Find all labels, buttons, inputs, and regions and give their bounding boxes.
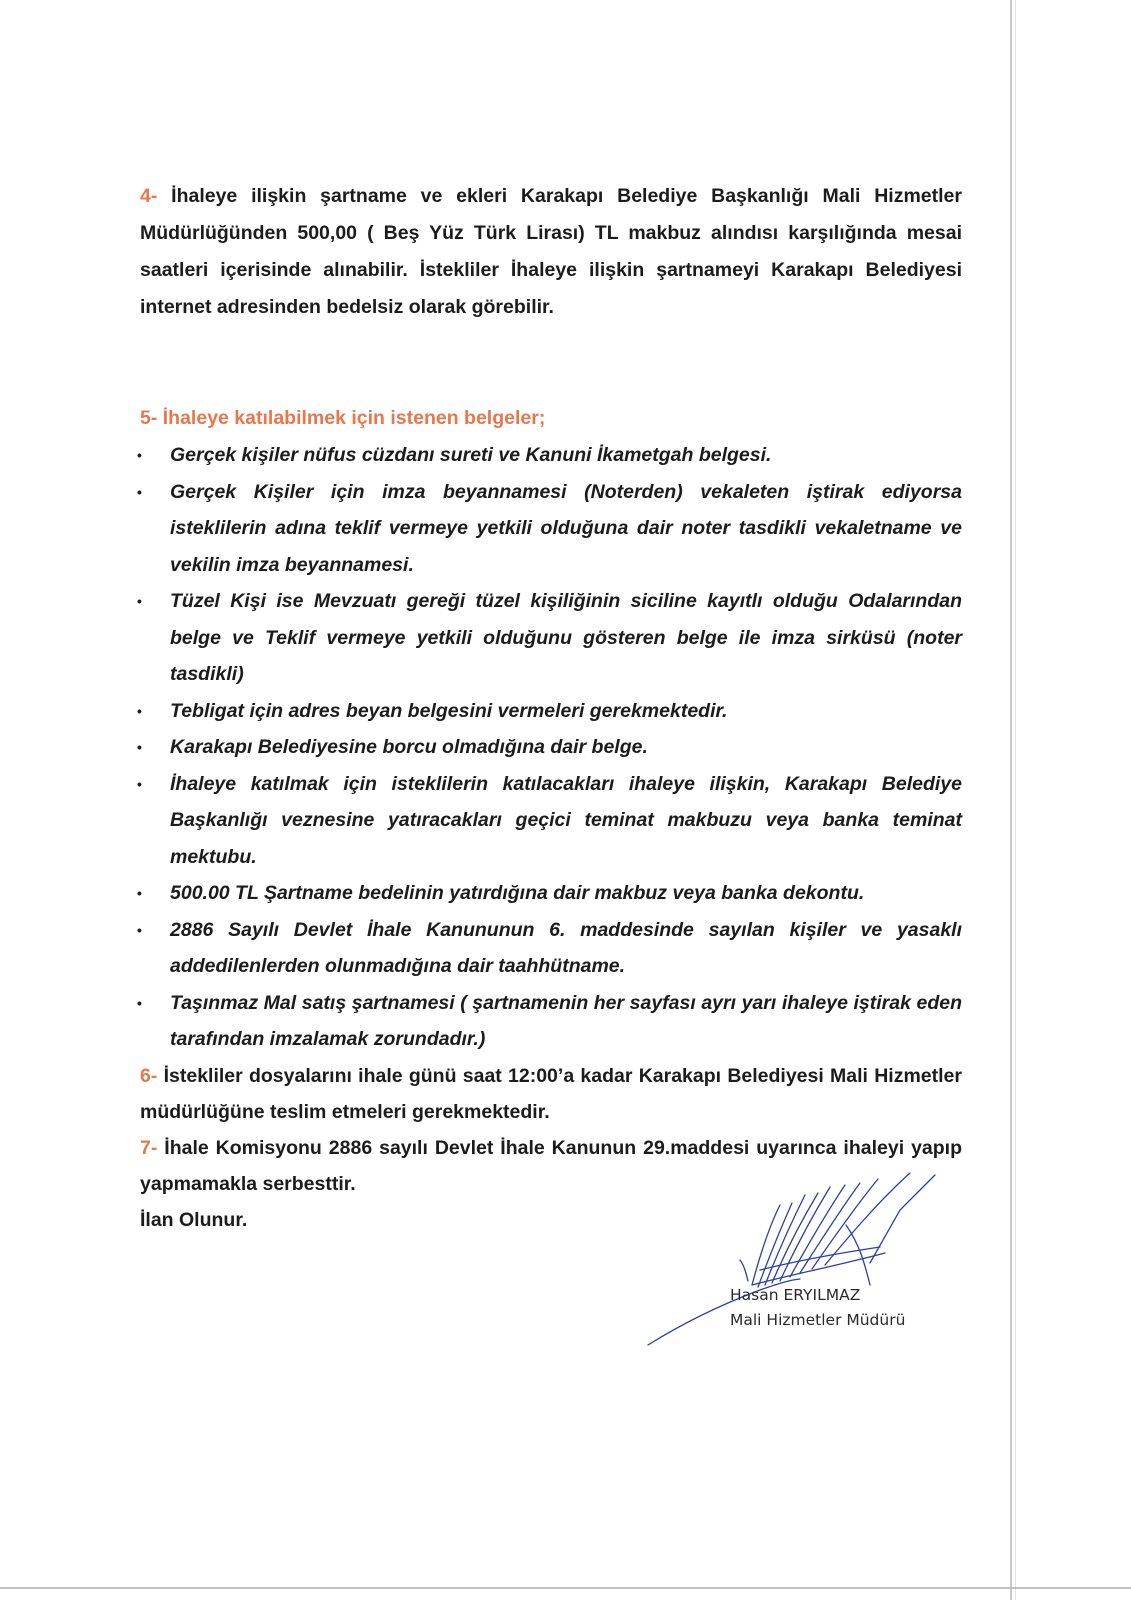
list-item-text: Karakapı Belediyesine borcu olmadığına dair belge. [170,736,648,758]
list-item-text: İhaleye katılmak için isteklilerin katılacakları ihaleye ilişkin, Karakapı Belediye Başkanlığı veznesine yatıracakları geçici teminat makbuzu veya banka teminat mektubu. [170,772,962,868]
scan-edge-right [1010,0,1012,1600]
section-5-heading: 5- İhaleye katılabilmek için istenen belgeler; [140,407,546,429]
list-item [137,985,962,1058]
list-item-text: Gerçek Kişiler için imza beyannamesi (Noterden) vekaleten iştirak ediyorsa isteklilerin adına teklif vermeye yetkili olduğuna dair noter tasdikli vekaletname ve vekilin imza beyannamesi. [170,480,962,576]
required-documents-list [137,437,962,1058]
list-item-text: Tüzel Kişi ise Mevzuatı gereği tüzel kişiliğinin siciline kayıtlı olduğu Odalarından belge ve Teklif vermeye yetkili olduğunu gösteren belge ile imza sirküsü (noter tasdikli) [170,590,962,685]
section-6-number: 6- [140,1064,158,1087]
bullet-icon: • [137,483,142,500]
section-7-text: İhale Komisyonu 2886 sayılı Devlet İhale Kanunun 29.maddesi uyarınca ihaleyi yapıp yapmamakla serbesttir. [140,1136,962,1195]
bullet-icon: • [137,739,142,755]
bullet-icon: • [137,702,142,719]
signatory-title: Mali Hizmetler Müdürü [730,1311,906,1329]
list-item [137,875,962,912]
list-item-text: 2886 Sayılı Devlet İhale Kanununun 6. maddesinde sayılan kişiler ve yasaklı addedilenlerden olunmadığına dair taahhütname. [170,918,962,977]
scan-edge-bottom [0,1587,1131,1589]
list-item [137,729,962,766]
document-body [137,178,962,1238]
signatory-name: Hasan ERYILMAZ [730,1286,861,1304]
list-item [137,583,962,693]
list-item [137,766,962,876]
list-item [137,912,962,985]
section-6-text: İstekliler dosyalarını ihale günü saat 12:00’a kadar Karakapı Belediyesi Mali Hizmetler müdürlüğüne teslim etmeleri gerekmektedir. [140,1064,962,1123]
bullet-icon: • [137,447,142,463]
bullet-icon: • [137,593,142,609]
bullet-icon: • [137,921,142,938]
list-item-text: 500.00 TL Şartname bedelinin yatırdığına dair makbuz veya banka dekontu. [170,882,865,904]
list-item-text: Gerçek kişiler nüfus cüzdanı sureti ve Kanuni İkametgah belgesi. [170,444,772,466]
section-7-number: 7- [140,1136,158,1159]
list-item [137,693,962,730]
list-item-text: Tebligat için adres beyan belgesini vermeleri gerekmektedir. [170,699,728,722]
section-4-paragraph [140,178,962,326]
list-item-text: Taşınmaz Mal satış şartnamesi ( şartnamenin her sayfası ayrı yarı ihaleye iştirak eden tarafından imzalamak zorundadır.) [170,991,962,1050]
bullet-icon: • [137,775,142,792]
list-item [137,437,962,474]
section-6-paragraph [140,1058,962,1130]
bullet-icon: • [137,994,142,1011]
closing-statement: İlan Olunur. [140,1208,248,1231]
list-item [137,474,962,584]
section-4-text: İhaleye ilişkin şartname ve ekleri Karakapı Belediye Başkanlığı Mali Hizmetler Müdürlüğünden 500,00 ( Beş Yüz Türk Lirası) TL makbuz alındısı karşılığında mesai saatleri içerisinde alınabilir. İstekliler İhaleye ilişkin şartnameyi Karakapı Belediyesi internet adresinden bedelsiz olarak görebilir. [140,185,962,318]
signatory-block [730,1283,905,1333]
scan-edge-right-inner [1015,0,1016,1600]
bullet-icon: • [137,885,142,901]
section-4-number: 4- [140,185,158,207]
